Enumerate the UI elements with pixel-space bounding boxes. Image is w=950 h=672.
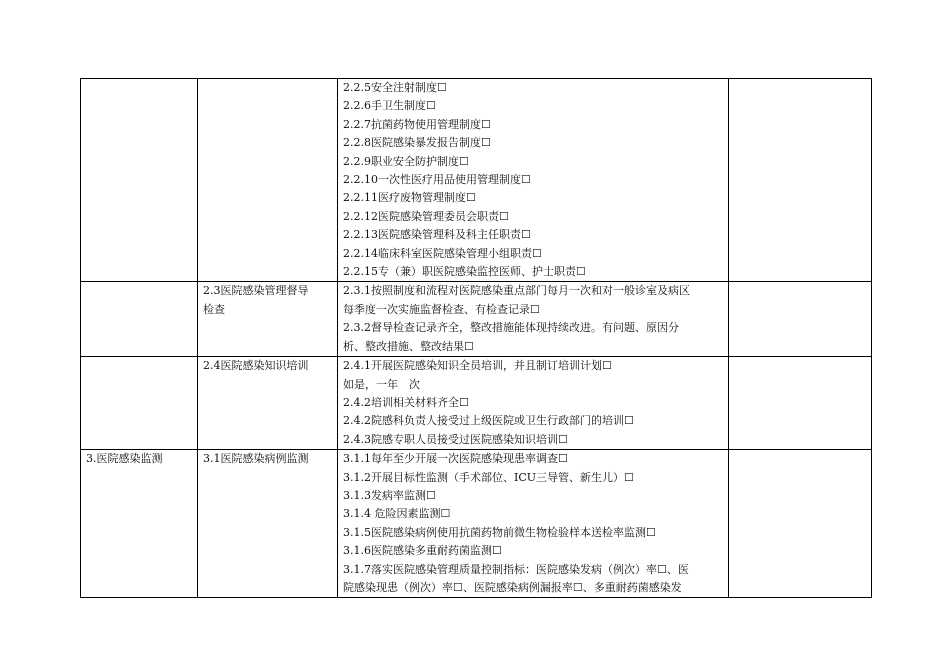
requirement-item: 2.4.1开展医院感染知识全员培训，并且制订培训计划☐ <box>343 359 612 373</box>
requirement-item: 2.4.3院感专职人员接受过医院感染知识培训☐ <box>343 432 568 446</box>
requirement-item: 3.1.1每年至少开展一次医院感染现患率调查☐ <box>343 452 568 466</box>
subcategory-label: 检查 <box>203 302 225 316</box>
notes-cell <box>729 79 872 282</box>
requirement-item: 2.2.13医院感染管理科及科主任职责☐ <box>343 228 531 242</box>
requirement-item: 2.3.2督导检查记录齐全，整改措施能体现持续改进。有问题、原因分 <box>343 321 679 335</box>
requirement-item: 2.2.10一次性医疗用品使用管理制度☐ <box>343 173 531 187</box>
requirement-item: 2.2.9职业安全防护制度☐ <box>343 154 469 168</box>
notes-cell <box>729 357 872 450</box>
requirement-item: 如是，一年 次 <box>343 377 420 391</box>
subcategory-cell <box>198 450 338 598</box>
requirement-item: 3.1.3发病率监测☐ <box>343 488 436 502</box>
requirement-item: 院感染现患（例次）率☐、医院感染病例漏报率☐、多重耐药菌感染发 <box>343 580 682 594</box>
table-row <box>81 450 872 598</box>
category-cell <box>81 450 198 598</box>
requirement-item: 析、整改措施、整改结果☐ <box>343 339 474 353</box>
requirement-item: 2.2.14临床科室医院感染管理小组职责☐ <box>343 246 542 260</box>
requirement-item: 2.2.6手卫生制度☐ <box>343 99 436 113</box>
subcategory-label: 3.1医院感染病例监测 <box>203 452 309 466</box>
subcategory-label: 2.3医院感染管理督导 <box>203 284 309 298</box>
requirement-item: 2.2.7抗菌药物使用管理制度☐ <box>343 117 491 131</box>
requirement-item: 3.1.4 危险因素监测☐ <box>343 507 451 521</box>
requirement-item: 2.2.11医疗废物管理制度☐ <box>343 191 476 205</box>
requirement-item: 2.3.1按照制度和流程对医院感染重点部门每月一次和对一般诊室及病区 <box>343 284 690 298</box>
requirements-cell <box>338 79 729 282</box>
table-row <box>81 282 872 357</box>
category-label: 3.医院感染监测 <box>86 452 163 466</box>
requirement-item: 3.1.7落实医院感染管理质量控制指标：医院感染发病（例次）率☐、医 <box>343 562 689 576</box>
requirement-item: 2.4.2院感科负责人接受过上级医院或卫生行政部门的培训☐ <box>343 414 634 428</box>
category-cell <box>81 282 198 357</box>
requirement-item: 2.2.8医院感染暴发报告制度☐ <box>343 136 491 150</box>
subcategory-label: 2.4医院感染知识培训 <box>203 359 309 373</box>
table-row <box>81 79 872 282</box>
requirement-item: 3.1.5医院感染病例使用抗菌药物前微生物检验样本送检率监测☐ <box>343 525 656 539</box>
notes-cell <box>729 450 872 598</box>
requirements-cell <box>338 282 729 357</box>
requirements-cell <box>338 450 729 598</box>
table-row <box>81 357 872 450</box>
requirement-item: 2.4.2培训相关材料齐全☐ <box>343 395 469 409</box>
requirement-item: 2.2.12医院感染管理委员会职责☐ <box>343 209 509 223</box>
notes-cell <box>729 282 872 357</box>
requirement-item: 2.2.15专（兼）职医院感染监控医师、护士职责☐ <box>343 265 586 279</box>
requirement-item: 3.1.2开展目标性监测（手术部位、ICU三导管、新生儿）☐ <box>343 470 634 484</box>
category-cell <box>81 357 198 450</box>
requirements-cell <box>338 357 729 450</box>
requirement-item: 2.2.5安全注射制度☐ <box>343 81 447 94</box>
requirement-item: 3.1.6医院感染多重耐药菌监测☐ <box>343 544 502 558</box>
requirement-item: 每季度一次实施监督检查、有检查记录☐ <box>343 302 540 316</box>
category-cell <box>81 79 198 282</box>
subcategory-cell <box>198 282 338 357</box>
subcategory-cell <box>198 357 338 450</box>
inspection-form-table <box>80 78 872 598</box>
subcategory-cell <box>198 79 338 282</box>
